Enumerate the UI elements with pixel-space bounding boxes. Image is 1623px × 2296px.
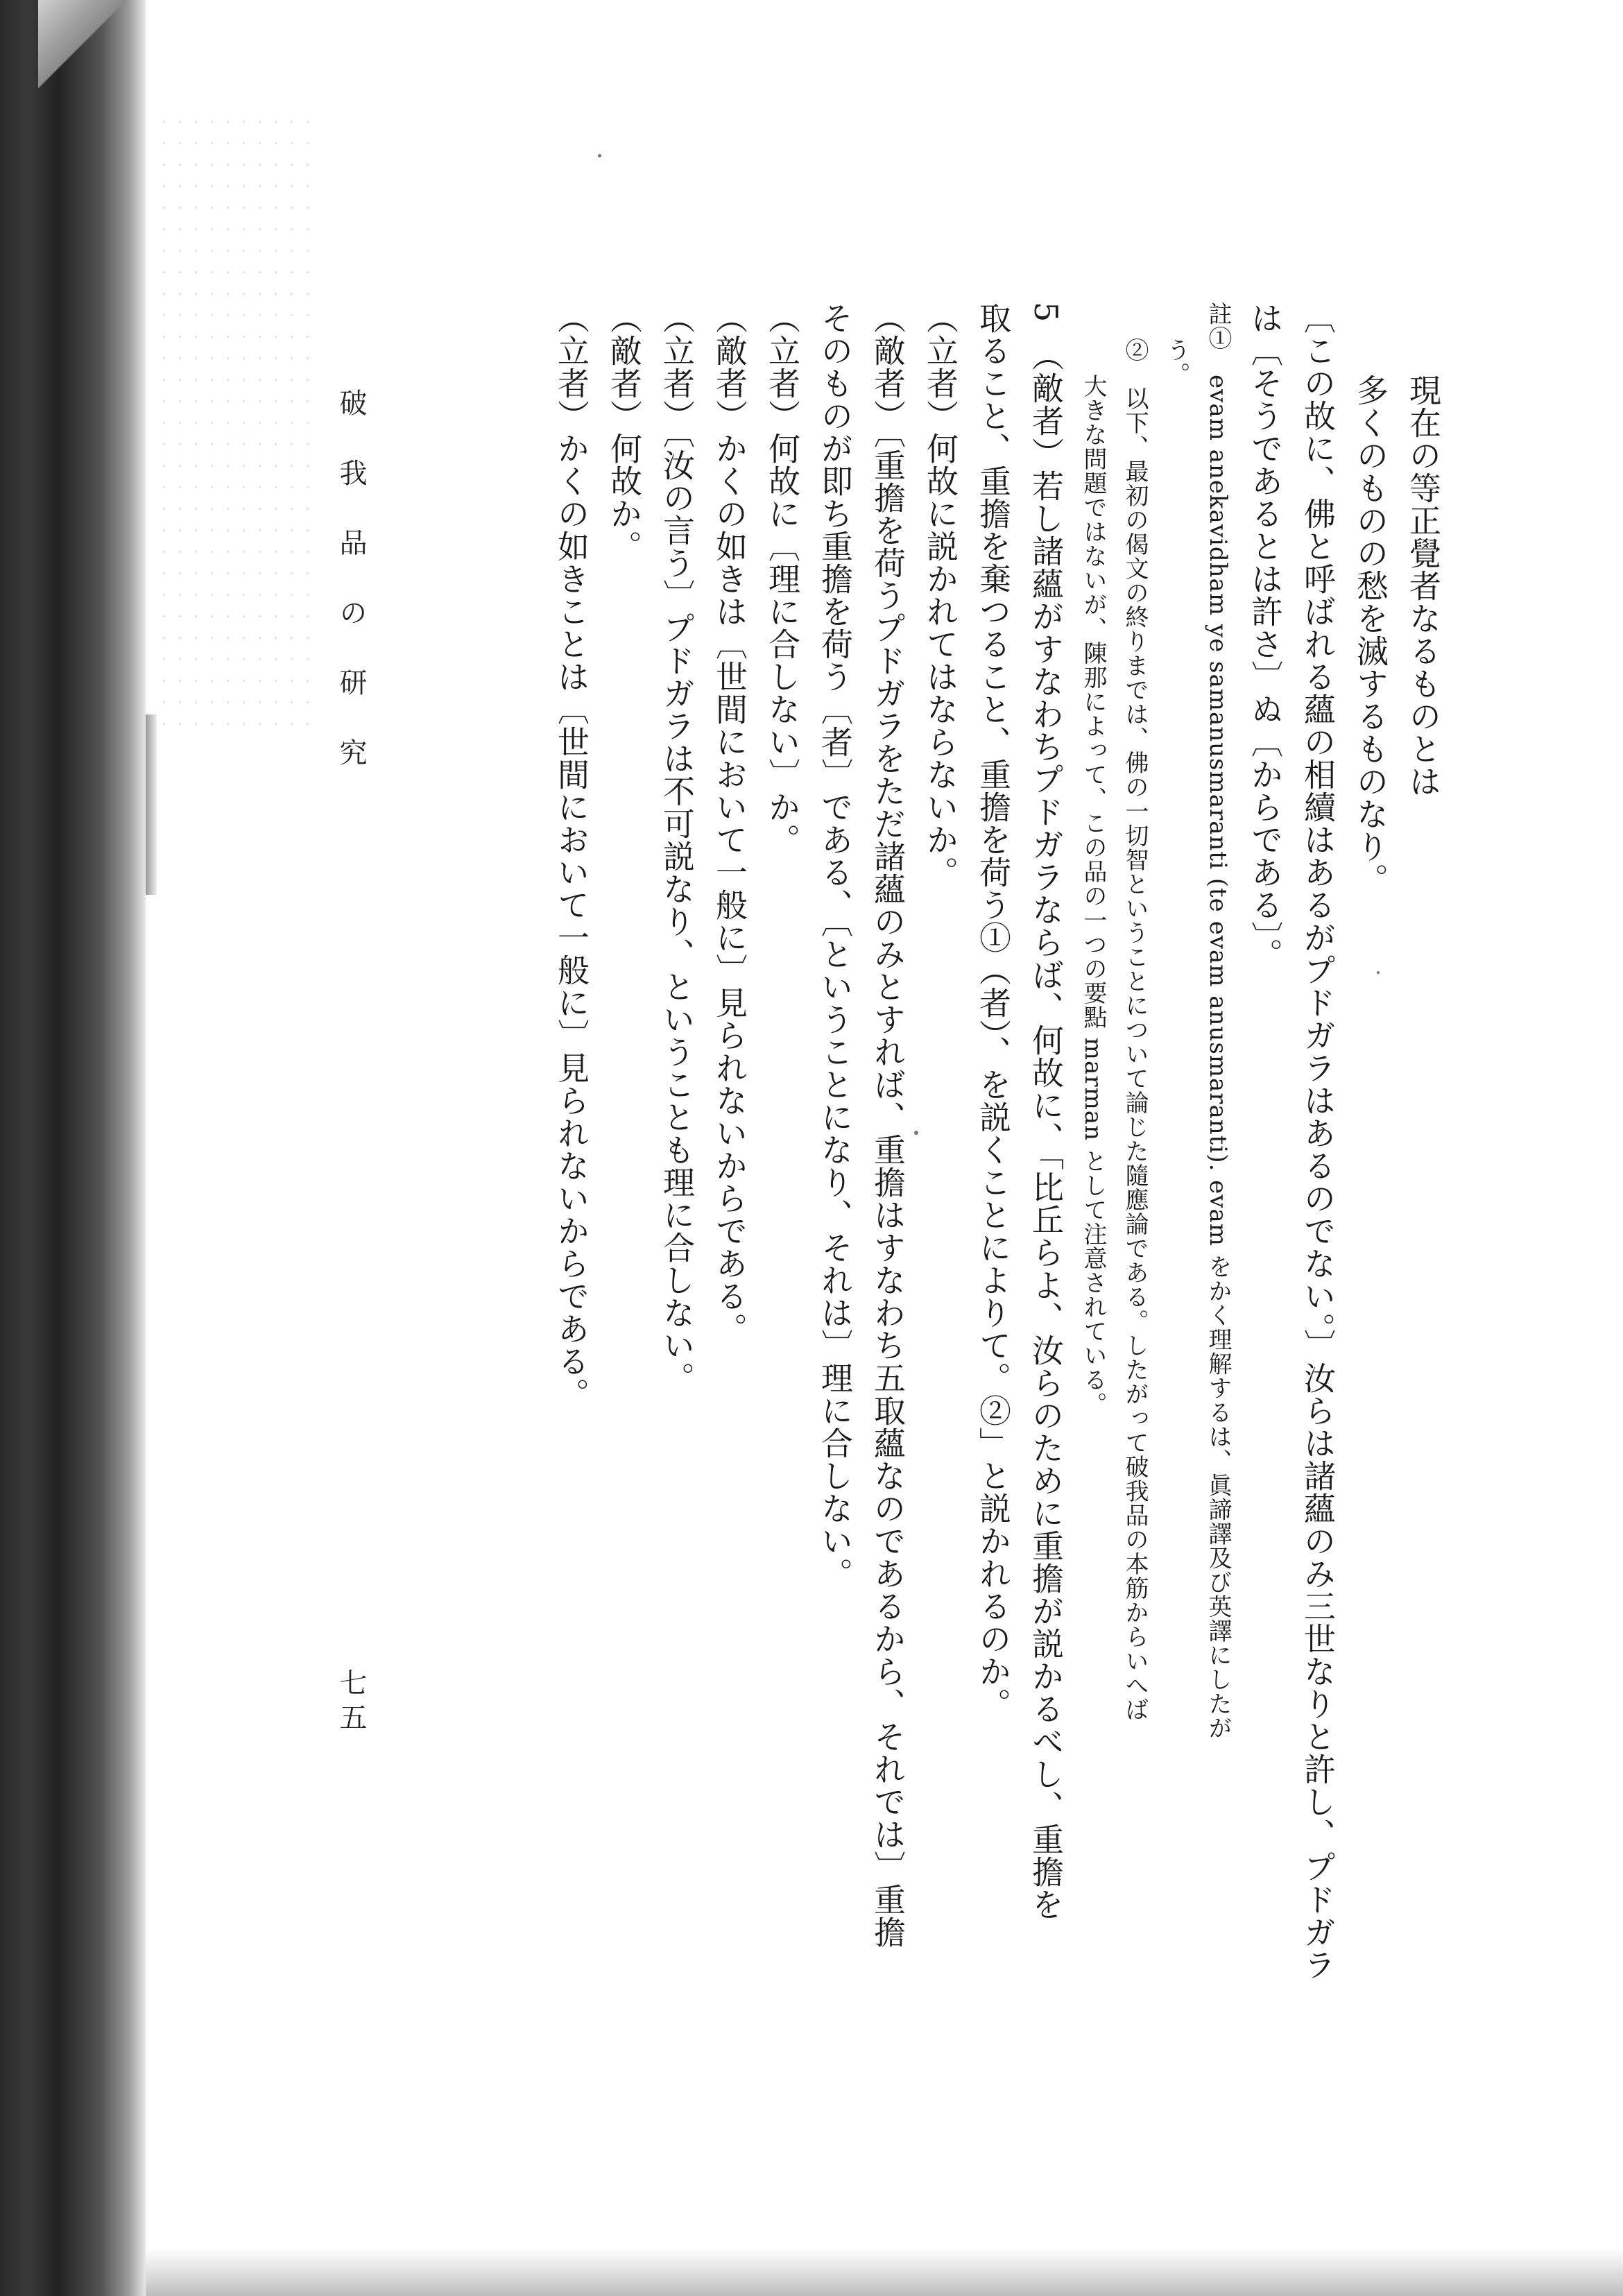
text-line: （立者）何故に説かれてはならないか。 [922,302,959,889]
note-line: う。 [1162,338,1190,386]
scan-page-fold [38,0,128,104]
note-line: ② 以下、最初の偈文の終りまでは、佛の一切智ということについて論じた隨應論である。したがって破我品の本筋からいへば [1121,338,1149,1722]
scan-binding-shadow [0,0,146,2296]
scan-binding-notch [146,714,157,895]
note-line: 大きな問題ではないが、陳那によって、この品の一つの要點 marman として注意されている。 [1079,374,1107,1416]
text-line: 多くのものの愁を滅するものなり。 [1352,374,1389,896]
running-title: 破 我 品 の 研 究 [335,388,367,782]
text-line: 取ること、重擔を棄つること、重擔を荷う①（者）、を説くことによりて。②」と説かれるのか。 [974,302,1012,1720]
text-line: （敵者）〔重擔を荷うプドガラをただ諸蘊のみとすれば、重擔はすなわち五取蘊なのであるから、それでは〕重擔 [869,302,907,1948]
vertical-text-page [545,302,1450,1987]
text-line: （立者）何故に〔理に合しない〕か。 [764,302,801,856]
text-line: そのものが即ち重擔を荷う〔者〕である、〔ということになり、それは〕理に合しない。 [816,302,854,1590]
text-line: （立者）かくの如きことは〔世間において一般に〕見られないからである。 [553,302,590,1410]
text-line: 5 （敵者）若し諸蘊がすなわちプドガラならば、何故に、「比丘らよ、汝らのために重擔が説かるべし、重擔を [1027,302,1065,1921]
text-line: 〔この故に、佛と呼ばれる蘊の相續はあるがプドガラはあるのでない。〕汝らは諸蘊のみ三世なりと許し、プドガラ [1299,302,1337,1981]
text-line: は〔そうであるとは許さ〕ぬ〔からである〕。 [1246,302,1284,970]
scan-bottom-edge [146,2247,1623,2296]
text-line: 現在の等正覺者なるものとは [1405,374,1442,798]
scan-speck [598,154,601,157]
scan-noise [156,111,323,735]
text-line: （敵者）何故か。 [606,302,643,563]
text-line: （敵者）かくの如きは〔世間において一般に〕見られないからである。 [711,302,748,1345]
note-line: 註① evam anekavidham ye samanusmaranti (te evam anusmaranti). evam をかく理解するは、眞諦譯及び英譯にしたが [1204,302,1232,1740]
page-number: 七五 [335,1668,367,1738]
text-line: （立者）〔汝の言う〕プドガラは不可説なり、ということも理に合しない。 [658,302,696,1394]
